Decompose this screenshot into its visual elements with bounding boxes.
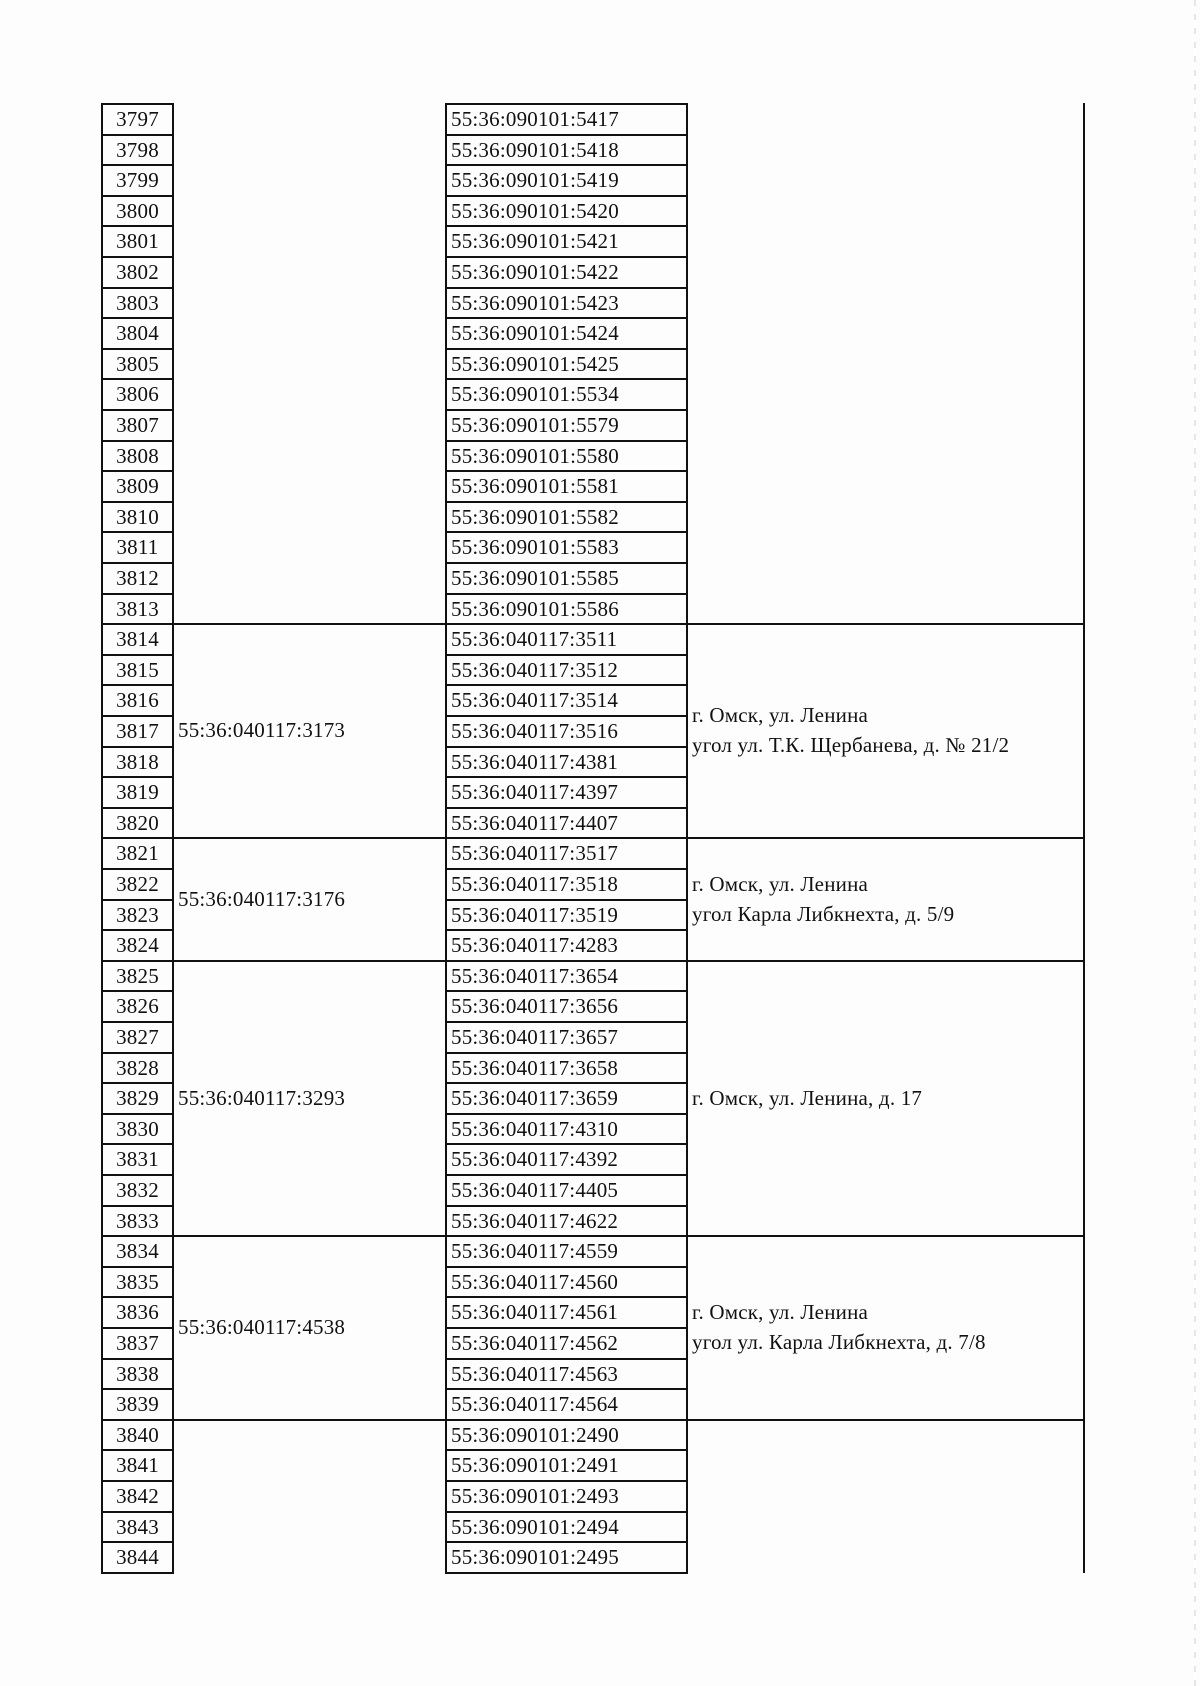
cadastral-number: 55:36:040117:4561 <box>451 1300 619 1325</box>
row-number: 3802 <box>116 260 159 284</box>
group-border <box>686 1419 1085 1421</box>
row-number: 3820 <box>116 810 159 835</box>
row-number: 3816 <box>116 688 159 713</box>
group-border <box>172 960 447 962</box>
row-border <box>445 1572 688 1574</box>
row-number: 3825 <box>116 963 159 988</box>
cadastral-number: 55:36:040117:4560 <box>451 1269 619 1294</box>
object-address <box>692 700 1009 760</box>
cadastral-number: 55:36:090101:5581 <box>451 474 619 499</box>
address-line: г. Омск, ул. Ленина <box>692 703 869 728</box>
row-number: 3839 <box>116 1392 159 1417</box>
object-address <box>692 869 954 929</box>
cadastral-number: 55:36:040117:3517 <box>451 841 619 866</box>
row-number: 3842 <box>116 1484 159 1508</box>
group-border <box>686 837 1085 839</box>
row-number: 3832 <box>116 1178 159 1202</box>
row-number: 3821 <box>116 841 159 866</box>
address-line: г. Омск, ул. Ленина, д. 17 <box>692 1085 923 1110</box>
group-border <box>686 960 1085 962</box>
row-number: 3837 <box>116 1331 159 1355</box>
row-number: 3805 <box>116 351 159 376</box>
row-number: 3818 <box>116 749 159 774</box>
address-line: г. Омск, ул. Ленина <box>692 871 869 896</box>
cadastral-number: 55:36:040117:3657 <box>451 1025 619 1049</box>
cadastral-number: 55:36:040117:3658 <box>451 1055 619 1080</box>
row-number: 3813 <box>116 596 159 621</box>
cadastral-number: 55:36:040117:4405 <box>451 1178 619 1202</box>
address-line: угол ул. Карла Либкнехта, д. 7/8 <box>692 1330 986 1354</box>
cadastral-number: 55:36:090101:5424 <box>451 321 619 346</box>
cadastral-number: 55:36:090101:5423 <box>451 290 619 315</box>
cadastral-number: 55:36:040117:4622 <box>451 1208 619 1233</box>
cadastral-number: 55:36:040117:4397 <box>451 780 619 805</box>
row-number: 3829 <box>116 1086 159 1111</box>
cadastral-number: 55:36:090101:5583 <box>451 535 619 560</box>
cadastral-number: 55:36:040117:4392 <box>451 1147 619 1172</box>
row-number: 3822 <box>116 872 159 896</box>
cadastral-number: 55:36:090101:2495 <box>451 1545 619 1570</box>
object-address <box>692 1297 986 1357</box>
cadastral-number: 55:36:040117:4562 <box>451 1331 619 1355</box>
address-line: г. Омск, ул. Ленина <box>692 1300 869 1324</box>
group-border <box>172 1235 447 1237</box>
row-number: 3800 <box>116 198 159 223</box>
group-border <box>172 623 447 625</box>
cadastral-number: 55:36:090101:2491 <box>451 1453 619 1478</box>
cadastral-number: 55:36:040117:3511 <box>451 627 618 652</box>
cadastral-number: 55:36:040117:4407 <box>451 810 619 835</box>
row-number: 3833 <box>116 1208 159 1233</box>
parcel-cadastral-number: 55:36:040117:3293 <box>178 1085 346 1110</box>
cadastral-number: 55:36:090101:5534 <box>451 382 619 407</box>
row-number: 3828 <box>116 1055 159 1080</box>
row-number: 3844 <box>116 1545 159 1570</box>
parcel-cadastral-number: 55:36:040117:3176 <box>178 886 346 911</box>
row-number: 3826 <box>116 994 159 1019</box>
row-number: 3834 <box>116 1239 159 1264</box>
cadastral-number: 55:36:040117:4283 <box>451 933 619 958</box>
row-number: 3799 <box>116 168 159 193</box>
row-number: 3823 <box>116 902 159 927</box>
row-number: 3830 <box>116 1116 159 1141</box>
cadastral-number: 55:36:040117:4563 <box>451 1361 619 1386</box>
row-number: 3807 <box>116 413 159 437</box>
row-number: 3817 <box>116 719 159 743</box>
row-number: 3808 <box>116 443 159 468</box>
row-number: 3841 <box>116 1453 159 1478</box>
row-number: 3819 <box>116 780 159 805</box>
row-number: 3827 <box>116 1025 159 1049</box>
cadastral-number: 55:36:040117:3519 <box>451 902 619 927</box>
cadastral-number: 55:36:090101:2494 <box>451 1514 619 1539</box>
cadastral-number: 55:36:040117:3514 <box>451 688 619 713</box>
cadastral-number: 55:36:090101:5418 <box>451 137 619 162</box>
cadastral-number: 55:36:090101:5422 <box>451 260 619 284</box>
row-number: 3797 <box>116 107 159 131</box>
group-border <box>172 1419 447 1421</box>
row-number: 3840 <box>116 1422 159 1447</box>
row-number: 3812 <box>116 566 159 590</box>
cadastral-number: 55:36:090101:5417 <box>451 107 619 131</box>
group-border <box>686 1235 1085 1237</box>
cadastral-number: 55:36:040117:3518 <box>451 872 619 896</box>
cadastral-number: 55:36:040117:4559 <box>451 1239 619 1264</box>
row-number: 3804 <box>116 321 159 346</box>
object-address <box>692 1083 922 1113</box>
parcel-cadastral-number: 55:36:040117:4538 <box>178 1315 346 1339</box>
row-number: 3803 <box>116 290 159 315</box>
cadastral-number: 55:36:040117:4381 <box>451 749 619 774</box>
parcel-cadastral-number: 55:36:040117:3173 <box>178 718 346 743</box>
cadastral-number: 55:36:040117:4310 <box>451 1116 619 1141</box>
cadastral-number: 55:36:040117:3516 <box>451 719 619 743</box>
row-number: 3836 <box>116 1300 159 1325</box>
row-number: 3835 <box>116 1269 159 1294</box>
cadastral-number: 55:36:090101:5419 <box>451 168 619 193</box>
cadastral-number: 55:36:090101:5582 <box>451 504 619 529</box>
cadastral-number: 55:36:040117:3659 <box>451 1086 619 1111</box>
cadastral-number: 55:36:090101:5586 <box>451 596 619 621</box>
cadastral-number: 55:36:040117:3656 <box>451 994 619 1019</box>
cadastral-number: 55:36:040117:3654 <box>451 963 619 988</box>
row-border <box>101 1572 174 1574</box>
row-number: 3810 <box>116 504 159 529</box>
address-line: угол ул. Т.К. Щербанева, д. № 21/2 <box>692 733 1010 758</box>
cadastral-number: 55:36:090101:5580 <box>451 443 619 468</box>
row-number: 3798 <box>116 137 159 162</box>
cadastral-number: 55:36:090101:5421 <box>451 229 619 254</box>
row-number: 3824 <box>116 933 159 958</box>
cadastral-number: 55:36:040117:3512 <box>451 657 619 682</box>
cadastral-number: 55:36:090101:5585 <box>451 566 619 590</box>
row-number: 3843 <box>116 1514 159 1539</box>
row-number: 3831 <box>116 1147 159 1172</box>
row-number: 3811 <box>116 535 159 560</box>
cadastral-number: 55:36:090101:2493 <box>451 1484 619 1508</box>
cadastral-number: 55:36:090101:5425 <box>451 351 619 376</box>
cadastral-number: 55:36:090101:5579 <box>451 413 619 437</box>
row-number: 3814 <box>116 627 159 652</box>
row-number: 3838 <box>116 1361 159 1386</box>
group-border <box>686 623 1085 625</box>
row-number: 3815 <box>116 657 159 682</box>
cadastral-number: 55:36:040117:4564 <box>451 1392 619 1417</box>
cadastral-number: 55:36:090101:5420 <box>451 198 619 223</box>
row-number: 3809 <box>116 474 159 499</box>
address-line: угол Карла Либкнехта, д. 5/9 <box>692 901 955 926</box>
cadastral-number: 55:36:090101:2490 <box>451 1422 619 1447</box>
row-number: 3806 <box>116 382 159 407</box>
row-number: 3801 <box>116 229 159 254</box>
group-border <box>172 837 447 839</box>
